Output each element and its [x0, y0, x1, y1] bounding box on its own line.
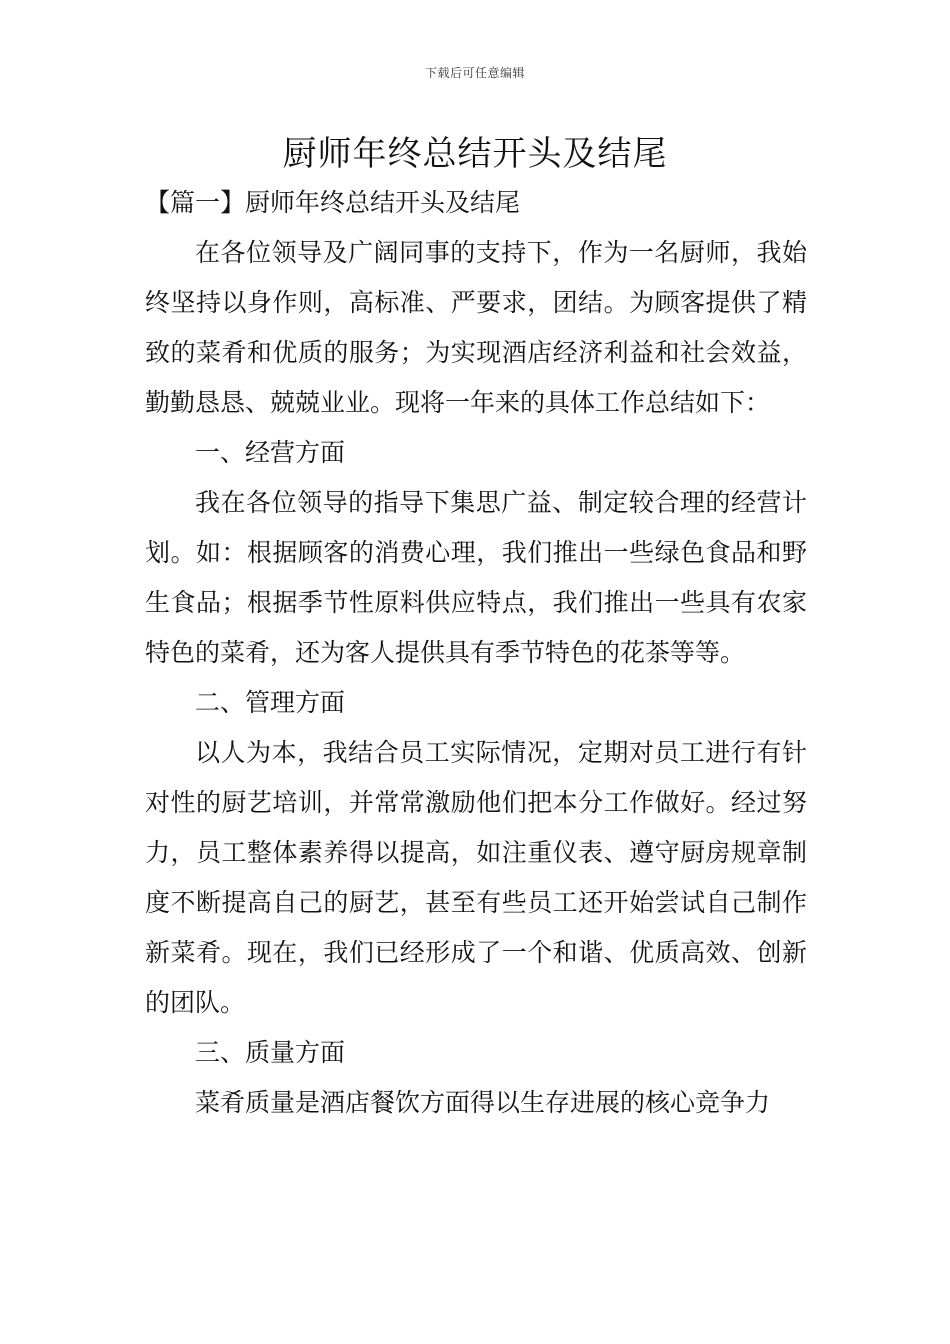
subheading-quality: 三、质量方面: [195, 1038, 346, 1067]
subheading-management: 二、管理方面: [195, 688, 346, 717]
subheading-operations: 一、经营方面: [195, 438, 346, 467]
intro-paragraph: 在各位领导及广阔同事的支持下，作为一名厨师，我始终坚持以身作则，高标准、严要求，团结。为顾客提供了精致的菜肴和优质的服务；为实现酒店经济利益和社会效益，勤勤恳恳、兢兢业业。现将一年来的具体工作总结如下：: [145, 238, 807, 417]
section-heading: 【篇一】厨师年终总结开头及结尾: [145, 188, 521, 217]
document-title: 厨师年终总结开头及结尾: [282, 134, 668, 174]
document-body: [145, 178, 807, 1128]
paragraph-management: 以人为本，我结合员工实际情况，定期对员工进行有针对性的厨艺培训，并常常激励他们把本分工作做好。经过努力，员工整体素养得以提高，如注重仪表、遵守厨房规章制度不断提高自己的厨艺，甚至有些员工还开始尝试自己制作新菜肴。现在，我们已经形成了一个和谐、优质高效、创新的团队。: [145, 738, 807, 1017]
header-note: 下载后可任意编辑: [424, 66, 525, 80]
paragraph-operations: 我在各位领导的指导下集思广益、制定较合理的经营计划。如：根据顾客的消费心理，我们推出一些绿色食品和野生食品；根据季节性原料供应特点，我们推出一些具有农家特色的菜肴，还为客人提供具有季节特色的花茶等等。: [145, 488, 807, 667]
paragraph-quality: 菜肴质量是酒店餐饮方面得以生存进展的核心竞争力: [195, 1088, 771, 1117]
